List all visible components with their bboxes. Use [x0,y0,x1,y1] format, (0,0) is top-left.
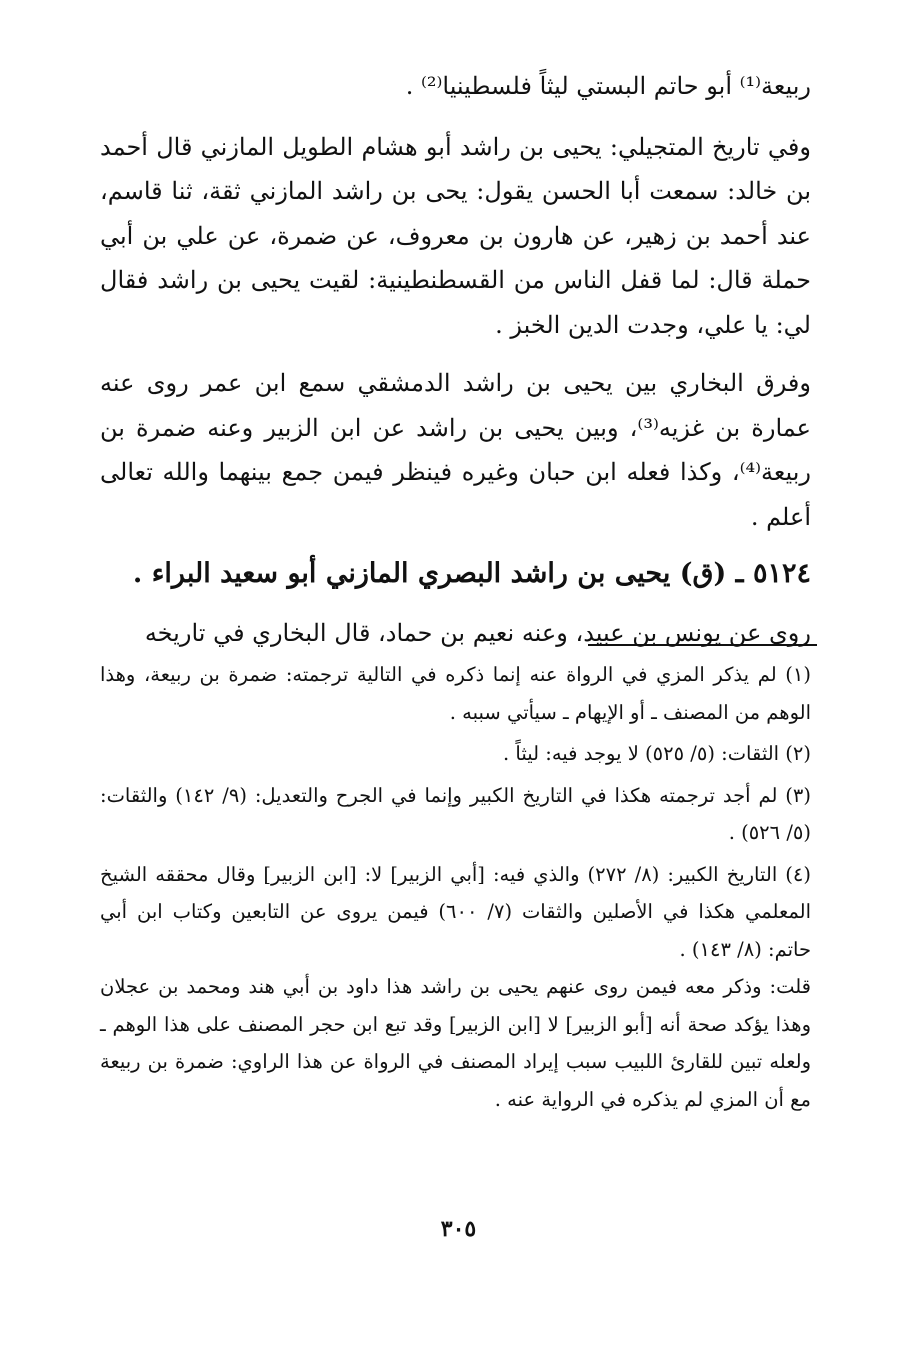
footnote-4: (٤) التاريخ الكبير: (٨/ ٢٧٢) والذي فيه: [أبي الزبير] لا: [ابن الزبير] وقال محققه الشيخ المعلمي هكذا في الأصلين والثقات (٧/ ٦٠٠) فيمن يروى عن التابعين وكتاب ابن أبي حاتم: (٨/ ١٤٣) . [100,862,811,961]
footnote-1: (١) لم يذكر المزي في الرواة عنه إنما ذكره في التالية ترجمته: ضمرة بن ربيعة، وهذا الوهم من المصنف ـ أو الإيهام ـ سيأتي سببه . [100,663,811,724]
entry-heading: ٥١٢٤ ـ (ق) يحيى بن راشد البصري المازني أبو سعيد البراء . [132,558,811,589]
paragraph-1: ربيعة⁽¹⁾ أبو حاتم البستي ليثاً فلسطينيا⁽²⁾ . [405,72,811,100]
paragraph-3: وفرق البخاري بين يحيى بن راشد الدمشقي سمع ابن عمر روى عنه عمارة بن غزيه⁽³⁾، وبين يحيى بن راشد عن ابن الزبير وعنه ضمرة بن ربيعة⁽⁴⁾، وكذا فعله ابن حبان وغيره فينظر فيمن جمع بينهما والله تعالى أعلم . [100,369,811,531]
footnote-4-continuation: قلت: وذكر معه فيمن روى عنهم يحيى بن راشد هذا داود بن أبي هند ومحمد بن عجلان وهذا يؤكد صحة أنه [أبو الزبير] لا [ابن الزبير] وقد تبع ابن حجر المصنف على هذا الوهم ـ ولعله تبين للقارئ اللبيب سبب إيراد المصنف في الرواة عن هذا الراوي: ضمرة بن ربيعة مع أن المزي لم يذكره في الرواية عنه . [100,975,811,1111]
paragraph-2: وفي تاريخ المتجيلي: يحيى بن راشد أبو هشام الطويل المازني قال أحمد بن خالد: سمعت أبا الحسن يقول: يحى بن راشد المازني ثقة، ثنا قاسم، عند أحمد بن زهير، عن هارون بن معروف، عن ضمرة، عن علي بن أبي حملة قال: لما قفل الناس من القسطنطينية: لقيت يحيى بن راشد فقال لي: يا علي، وجدت الدين الخبز . [100,132,811,339]
paragraph-4: روى عن يونس بن عبيد، وعنه نعيم بن حماد، قال البخاري في تاريخه [144,619,811,647]
page-number: ٣٠٥ [440,1216,477,1242]
footnotes [100,656,811,1118]
footnote-2: (٢) الثقات: (٥/ ٥٢٥) لا يوجد فيه: ليثاً . [503,742,811,765]
main-text [100,64,811,656]
footnote-3: (٣) لم أجد ترجمته هكذا في التاريخ الكبير وإنما في الجرح والتعديل: (٩/ ١٤٢) والثقات: (٥/ ٥٢٦) . [100,783,811,844]
footnote-separator [588,644,817,646]
